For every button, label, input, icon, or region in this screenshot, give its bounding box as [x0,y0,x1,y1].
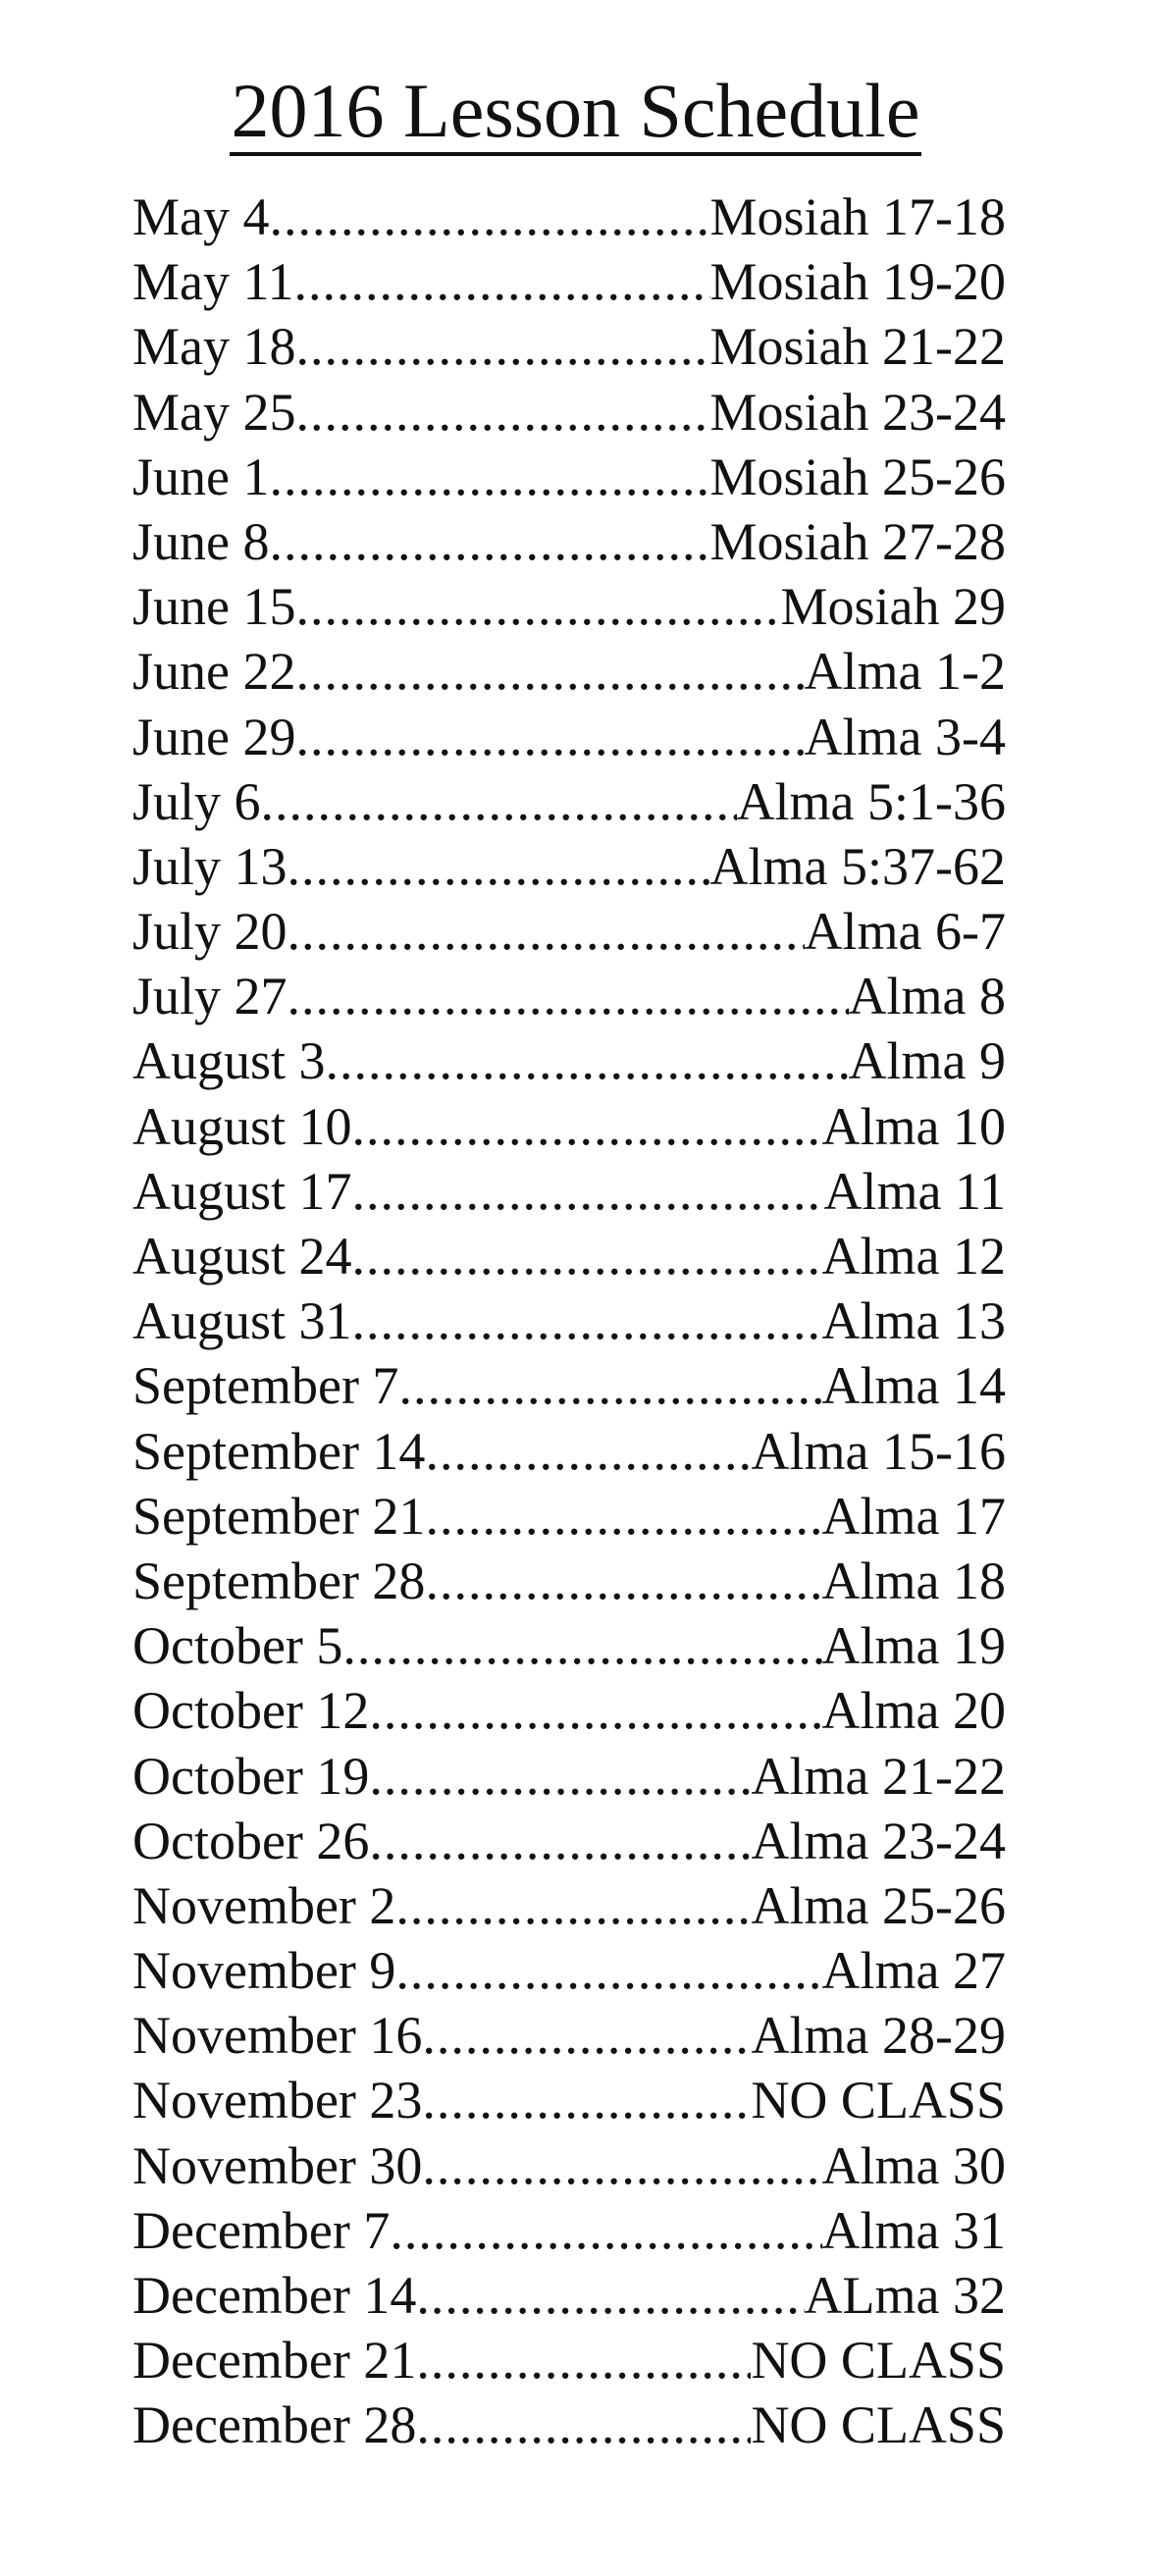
schedule-row [132,1549,1006,1613]
schedule-row [132,1419,1006,1484]
dot-leader [288,834,710,899]
lesson-reading: NO CLASS [751,2071,1006,2130]
dot-leader [326,1028,849,1093]
schedule-row [132,1484,1006,1549]
schedule-row [132,1028,1006,1093]
lesson-reading: NO CLASS [751,2395,1006,2455]
dot-leader [288,899,805,964]
lesson-date: December 21 [132,2331,417,2391]
lesson-reading: Alma 25-26 [751,1875,1006,1935]
lesson-date: November 9 [132,1941,396,2001]
lesson-date: September 21 [132,1486,426,1546]
dot-leader [390,2198,821,2263]
dot-leader [425,1419,751,1484]
lesson-reading: Alma 1-2 [804,642,1006,702]
lesson-reading: Alma 23-24 [751,1811,1006,1870]
dot-leader [261,769,737,834]
lesson-reading: ALma 32 [804,2266,1006,2325]
schedule-row [132,964,1006,1028]
schedule-row [132,705,1006,769]
dot-leader [269,184,709,249]
schedule-row [132,314,1006,379]
schedule-list [132,184,1006,2458]
lesson-date: May 4 [132,187,270,246]
schedule-row [132,1744,1006,1809]
lesson-date: June 8 [132,511,270,571]
dot-leader [422,2003,751,2068]
lesson-date: June 1 [132,447,270,506]
lesson-date: June 29 [132,707,296,766]
lesson-reading: NO CLASS [751,2331,1006,2391]
lesson-date: July 13 [132,836,288,896]
lesson-reading: Alma 5:37-62 [709,836,1006,896]
lesson-date: August 10 [132,1096,352,1156]
lesson-date: August 31 [132,1291,352,1351]
schedule-row [132,834,1006,899]
schedule-row [132,249,1006,314]
schedule-row [132,574,1006,639]
lesson-reading: Alma 19 [821,1616,1006,1676]
lesson-reading: Alma 17 [821,1486,1006,1546]
lesson-reading: Alma 31 [821,2200,1006,2260]
dot-leader [395,1938,821,2003]
lesson-date: May 25 [132,382,296,442]
lesson-reading: Alma 30 [821,2135,1006,2195]
lesson-date: September 28 [132,1551,426,1610]
dot-leader [395,1873,751,1938]
lesson-date: December 7 [132,2200,391,2260]
lesson-date: October 19 [132,1746,370,1806]
dot-leader [425,1484,821,1549]
lesson-reading: Alma 6-7 [804,902,1006,962]
lesson-reading: Alma 8 [848,967,1006,1026]
lesson-date: November 2 [132,1875,396,1935]
lesson-date: July 20 [132,902,288,962]
lesson-date: December 28 [132,2395,417,2455]
schedule-row [132,1873,1006,1938]
schedule-row [132,1224,1006,1288]
schedule-row [132,2068,1006,2132]
lesson-reading: Mosiah 25-26 [709,447,1006,506]
lesson-date: October 5 [132,1616,343,1676]
lesson-reading: Mosiah 17-18 [709,187,1006,246]
schedule-row [132,1159,1006,1224]
lesson-reading: Alma 15-16 [751,1421,1006,1481]
lesson-date: September 7 [132,1356,399,1416]
schedule-row [132,2133,1006,2198]
schedule-row [132,639,1006,704]
dot-leader [352,1094,822,1159]
lesson-reading: Alma 27 [821,1941,1006,2001]
schedule-row [132,2003,1006,2068]
dot-leader [269,445,709,509]
lesson-date: July 6 [132,771,261,831]
dot-leader [422,2133,821,2198]
dot-leader [422,2068,751,2132]
dot-leader [269,509,709,574]
lesson-reading: Mosiah 29 [780,577,1006,637]
lesson-reading: Alma 13 [821,1291,1006,1351]
lesson-reading: Mosiah 19-20 [709,252,1006,312]
lesson-date: October 26 [132,1811,370,1870]
lesson-date: August 3 [132,1031,326,1091]
dot-leader [416,2392,751,2457]
lesson-reading: Alma 14 [821,1356,1006,1416]
dot-leader [342,1613,821,1678]
dot-leader [425,1549,821,1613]
schedule-row [132,1094,1006,1159]
schedule-row [132,899,1006,964]
schedule-row [132,380,1006,445]
dot-leader [416,2328,751,2392]
lesson-date: August 24 [132,1227,352,1286]
lesson-reading: Alma 21-22 [751,1746,1006,1806]
lesson-reading: Alma 28-29 [751,2006,1006,2066]
dot-leader [398,1353,821,1418]
schedule-row [132,2263,1006,2328]
lesson-reading: Alma 10 [821,1096,1006,1156]
lesson-date: June 15 [132,577,296,637]
schedule-row [132,1809,1006,1873]
lesson-date: November 23 [132,2071,423,2130]
schedule-row [132,2328,1006,2392]
lesson-date: October 12 [132,1681,370,1741]
schedule-row [132,2392,1006,2457]
dot-leader [369,1809,751,1873]
dot-leader [352,1159,824,1224]
lesson-reading: Alma 18 [821,1551,1006,1610]
dot-leader [416,2263,804,2328]
lesson-date: July 27 [132,967,288,1026]
lesson-reading: Alma 12 [821,1227,1006,1286]
dot-leader [295,380,709,445]
schedule-row [132,1613,1006,1678]
schedule-row [132,1678,1006,1743]
dot-leader [295,574,780,639]
page-title [0,67,1151,156]
lesson-date: May 18 [132,317,296,377]
page-title-text: 2016 Lesson Schedule [230,70,922,156]
lesson-reading: Alma 11 [823,1161,1006,1221]
schedule-row [132,1353,1006,1418]
lesson-date: September 14 [132,1421,426,1481]
lesson-date: December 14 [132,2266,417,2325]
lesson-date: June 22 [132,642,296,702]
lesson-reading: Alma 5:1-36 [736,771,1006,831]
schedule-row [132,1288,1006,1353]
lesson-date: November 16 [132,2006,423,2066]
dot-leader [352,1288,822,1353]
schedule-row [132,445,1006,509]
lesson-date: November 30 [132,2135,423,2195]
lesson-reading: Alma 20 [821,1681,1006,1741]
dot-leader [295,314,709,379]
schedule-row [132,184,1006,249]
lesson-date: May 11 [132,252,294,312]
dot-leader [369,1744,751,1809]
schedule-row [132,769,1006,834]
dot-leader [295,705,804,769]
dot-leader [293,249,709,314]
schedule-row [132,2198,1006,2263]
dot-leader [288,964,849,1028]
dot-leader [369,1678,821,1743]
dot-leader [352,1224,822,1288]
lesson-reading: Mosiah 23-24 [709,382,1006,442]
lesson-reading: Mosiah 27-28 [709,511,1006,571]
lesson-reading: Alma 3-4 [804,707,1006,766]
dot-leader [295,639,804,704]
schedule-row [132,509,1006,574]
lesson-reading: Mosiah 21-22 [709,317,1006,377]
lesson-reading: Alma 9 [848,1031,1006,1091]
schedule-row [132,1938,1006,2003]
lesson-date: August 17 [132,1161,352,1221]
